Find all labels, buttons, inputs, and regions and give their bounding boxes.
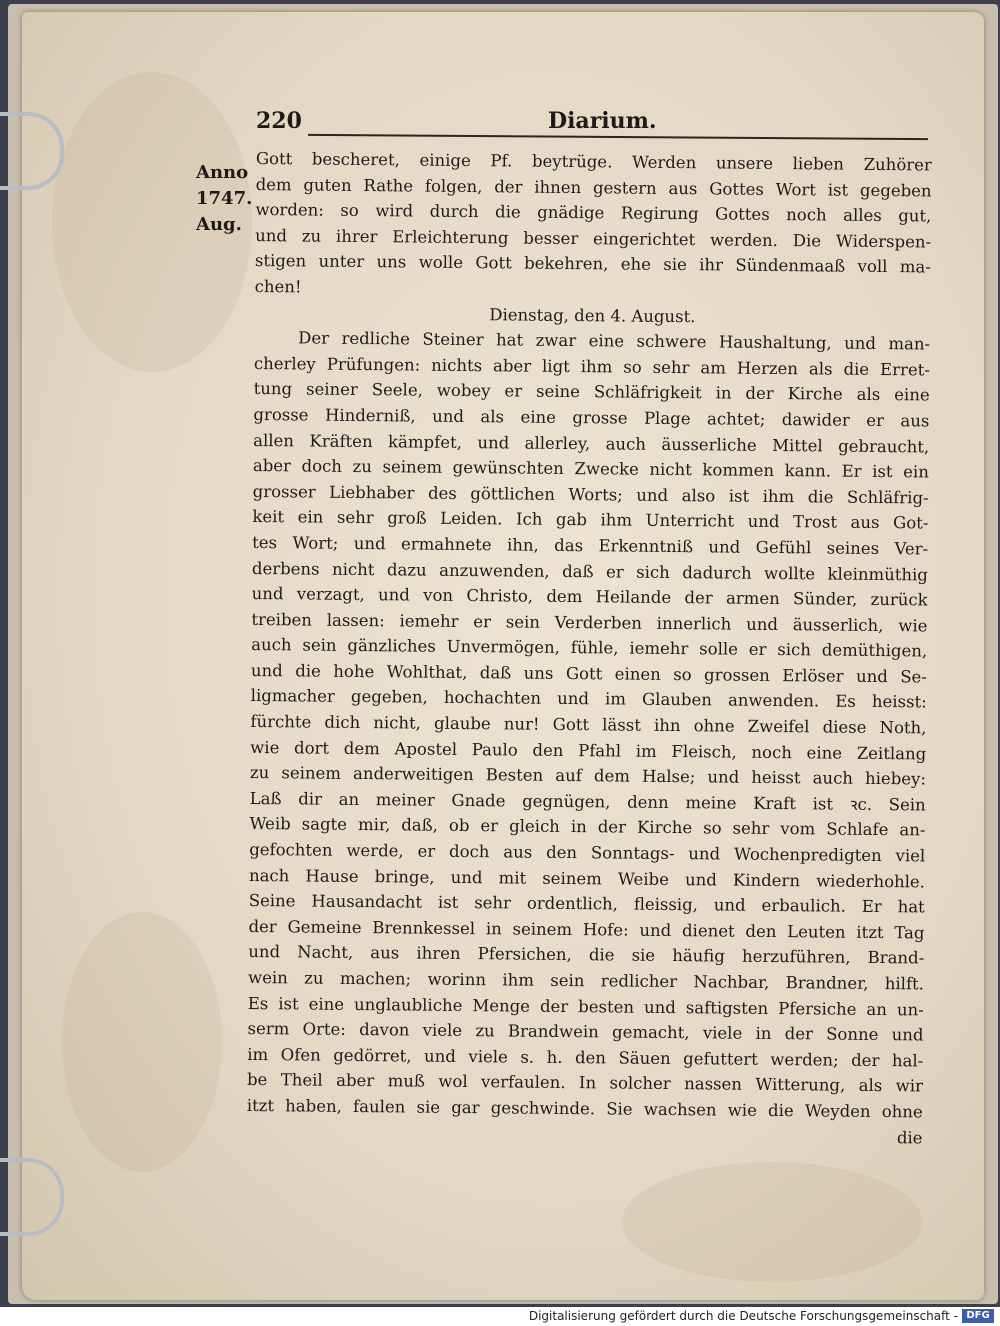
text-line: wein zu machen; worinn ihm sein redlicher Nachbar, Brandner, hilft.: [247, 967, 925, 994]
text-line: grosser Liebhaber des göttlichen Worts; und also ist ihm die Schläfrig-: [252, 481, 929, 508]
text-line: im Ofen gedörret, und viele s. h. den Säuen gefuttert werden; der hal-: [247, 1044, 924, 1071]
text-line: Laß dir an meiner Gnade gegnügen, denn meine Kraft ist ꝛc. Sein: [249, 788, 926, 815]
text-line: dem guten Rathe folgen, der ihnen gestern aus Gottes Wort ist gegeben: [255, 174, 932, 201]
text-line: gefochten werde, er doch aus den Sonntags- und Wochenpredigten viel: [249, 839, 926, 866]
text-line: treiben lassen: iemehr er sein Verderben innerlich und äusserlich, wie: [251, 609, 928, 636]
text-line: keit ein sehr groß Leiden. Ich gab ihm Unterricht und Trost aus Got-: [252, 507, 929, 533]
text-line: fürchte dich nicht, glaube nur! Gott lässt ihn ohne Zweifel diese Noth,: [250, 712, 927, 738]
text-line: Seine Hausandacht ist sehr ordentlich, fleissig, und erbaulich. Er hat: [248, 891, 925, 917]
text-line: nach Hause bringe, und mit seinem Weibe und Kindern wiederhohle.: [248, 865, 926, 892]
dfg-logo: DFG: [962, 1309, 994, 1323]
margin-note-line: 1747.: [196, 188, 253, 209]
text-line: und verzagt, und von Christo, dem Heilande der armen Sünder, zurück: [251, 584, 928, 610]
text-line: und die hohe Wohlthat, daß uns Gott einen so grossen Erlöser und Se-: [250, 660, 928, 687]
running-title: Diarium.: [548, 108, 657, 134]
text-line: wie dort dem Apostel Paulo den Pfahl im Fleisch, noch eine Zeitlang: [250, 737, 927, 764]
text-line: Der redliche Steiner hat zwar eine schwere Haushaltung, und man-: [298, 328, 931, 354]
text-line: chen!: [254, 276, 302, 297]
text-line: auch sein gänzliches Unvermögen, fühle, iemehr solle er sich demüthigen,: [251, 635, 928, 661]
text-line: tes Wort; und ermahnete ihn, das Erkenntniß und Gefühl seines Ver-: [252, 532, 929, 559]
text-line: zu seinem anderweitigen Besten auf dem Halse; und heisst auch hiebey:: [249, 763, 927, 789]
page-header: [256, 108, 928, 138]
text-line: stigen unter uns wolle Gott bekehren, ehe sie ihr Sündenmaaß voll ma-: [254, 251, 931, 277]
paper-stain: [622, 1162, 922, 1282]
paper-clip-top: [0, 112, 64, 190]
text-line: grosse Hinderniß, und als eine grosse Plage achtet; dawider er aus: [253, 404, 930, 431]
text-line: derbens nicht dazu anzuwenden, daß er sich dadurch wollte kleinmüthig: [251, 558, 929, 584]
funding-credit: Digitalisierung gefördert durch die Deutsche Forschungsgemeinschaft -: [528, 1309, 958, 1323]
text-line: Weib sagte mir, daß, ob er gleich in der Kirche so sehr vom Schlafe an-: [249, 814, 926, 840]
margin-note-line: Anno: [196, 162, 249, 183]
text-line: itzt haben, faulen sie gar geschwinde. Sie wachsen wie die Weyden ohne: [246, 1095, 923, 1122]
text-line: tung seiner Seele, wobey er seine Schläfrigkeit in der Kirche als eine: [253, 379, 930, 405]
text-line: be Theil aber muß wol verfaulen. In solcher nassen Witterung, als wir: [246, 1070, 924, 1096]
text-line: cherley Prüfungen: nichts aber ligt ihm so sehr am Herzen als die Erret-: [253, 353, 930, 380]
body-text: [246, 146, 932, 1151]
catchword: die: [896, 1127, 923, 1148]
text-line: ligmacher gegeben, hochachten und im Glauben anwenden. Es heisst:: [250, 686, 927, 712]
text-line: Es ist eine unglaubliche Menge der besten und saftigsten Pfersiche an un-: [247, 993, 924, 1020]
paper-stain: [62, 912, 222, 1172]
digitization-footer: [0, 1307, 1000, 1326]
text-line: serm Orte: davon viele zu Brandwein gemacht, viele in der Sonne und: [247, 1019, 924, 1045]
text-line: worden: so wird durch die gnädige Regirung Gottes noch alles gut,: [255, 200, 932, 226]
margin-note-line: Aug.: [196, 214, 242, 235]
entry-heading: Dienstag, den 4. August.: [489, 304, 696, 326]
text-line: allen Kräften kämpfet, und allerley, auch äusserliche Mittel gebraucht,: [253, 430, 930, 457]
text-line: und zu ihrer Erleichterung besser eingerichtet werden. Die Widerspen-: [255, 225, 932, 252]
text-line: und Nacht, aus ihren Pfersichen, die sie häufig herzuführen, Brand-: [248, 942, 925, 968]
text-line: aber doch zu seinem gewünschten Zwecke nicht kommen kann. Er ist ein: [252, 456, 929, 482]
text-line: Gott bescheret, einige Pf. beytrüge. Werden unsere lieben Zuhörer: [255, 148, 932, 175]
margin-note: [196, 160, 256, 238]
text-line: der Gemeine Brennkessel in seinem Hofe: und dienet den Leuten itzt Tag: [248, 916, 925, 943]
page-number: 220: [256, 108, 302, 134]
paper-clip-bottom: [0, 1158, 64, 1236]
